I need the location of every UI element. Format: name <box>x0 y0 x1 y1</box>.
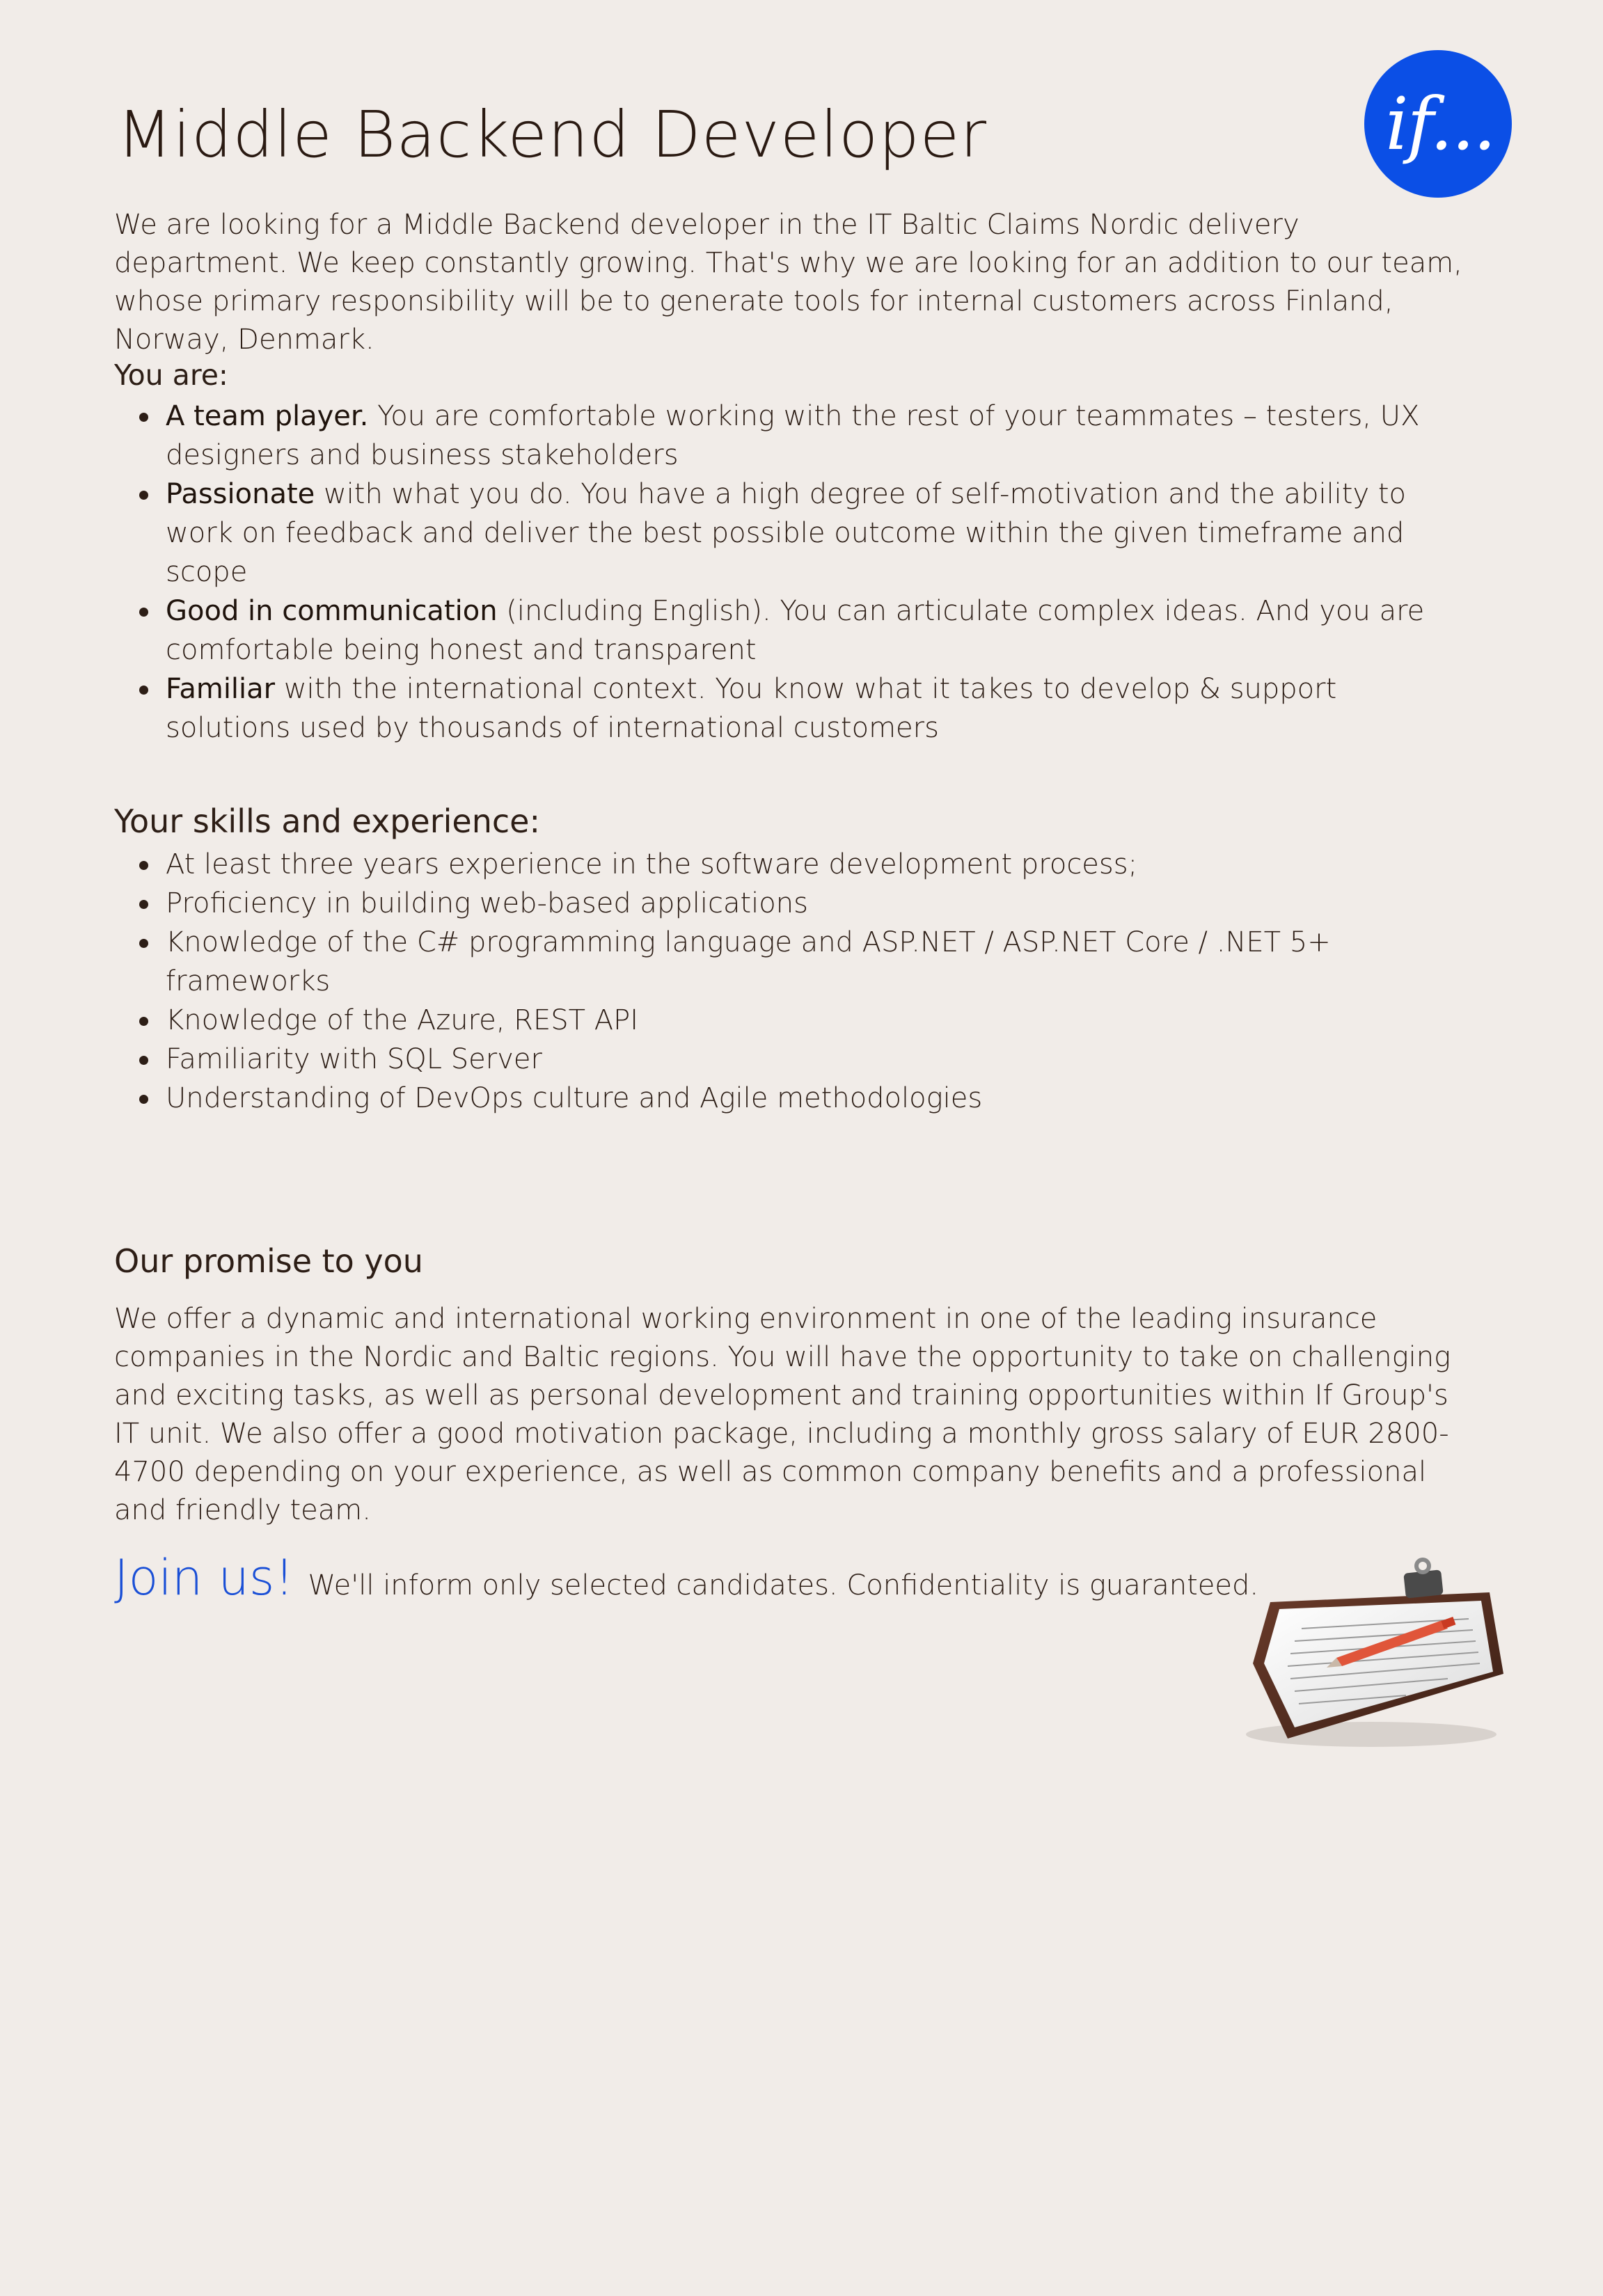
list-item <box>114 475 1437 592</box>
skill-text: Familiarity with SQL Server <box>166 1043 542 1075</box>
bullet-icon <box>139 900 148 909</box>
bullet-icon <box>139 686 148 695</box>
bullet-icon <box>139 1095 148 1104</box>
traits-list <box>114 397 1437 747</box>
trait-title: A team player. <box>166 400 369 432</box>
list-item <box>114 923 1437 1001</box>
list-item <box>114 397 1437 475</box>
you-are-label: You are: <box>114 358 228 392</box>
promise-paragraph: We offer a dynamic and international working environment in one of the leading insurance companies in the Nordic and Baltic regions. You will have the opportunity to take on challenging and exciting tasks, as well as personal development and training opportunities within If Group's IT unit. We also offer a good motivation package, including a monthly gross salary of EUR 2800-4700 depending on your experience, as well as common company benefits and a professional and friendly team. <box>114 1303 1451 1526</box>
trait-text: (including English). You can articulate complex ideas. And you are comfortable being honest and transparent <box>166 595 1425 666</box>
trait-title: Passionate <box>166 478 315 510</box>
skill-text: At least three years experience in the software development process; <box>166 848 1138 880</box>
list-item <box>114 592 1437 670</box>
trait-title: Good in communication <box>166 595 498 627</box>
promise-heading: Our promise to you <box>114 1242 423 1280</box>
skill-text: Proficiency in building web-based applications <box>166 887 808 919</box>
intro-paragraph: We are looking for a Middle Backend developer in the IT Baltic Claims Nordic delivery department. We keep constantly growing. That's why we are looking for an addition to our team, whose primary responsibility will be to generate tools for internal customers across Finland, Norway, Denmark. <box>114 209 1462 356</box>
bullet-icon <box>139 1017 148 1026</box>
confidentiality-note: We'll inform only selected candidates. Confidentiality is guaranteed. <box>308 1569 1259 1601</box>
bullet-icon <box>139 491 148 500</box>
skills-list <box>114 845 1437 1118</box>
join-us-text: Join us! <box>114 1549 294 1606</box>
list-item <box>114 884 1437 923</box>
bullet-icon <box>139 861 148 870</box>
list-item <box>114 1001 1437 1040</box>
list-item <box>114 845 1437 884</box>
trait-text: You are comfortable working with the rest of your teammates – testers, UX designers and business stakeholders <box>166 400 1420 471</box>
skills-heading: Your skills and experience: <box>114 802 540 840</box>
page-title: Middle Backend Developer <box>117 97 988 172</box>
bullet-icon <box>139 939 148 948</box>
skill-text: Knowledge of the Azure, REST API <box>166 1004 639 1036</box>
skill-text: Understanding of DevOps culture and Agile methodologies <box>166 1082 983 1114</box>
bullet-icon <box>139 608 148 617</box>
trait-text: with what you do. You have a high degree of self-motivation and the ability to work on feedback and deliver the best possible outcome within the given timeframe and scope <box>166 478 1407 588</box>
skill-text: Knowledge of the C# programming language and ASP.NET / ASP.NET Core / .NET 5+ frameworks <box>166 926 1331 997</box>
if-logo <box>1364 50 1512 198</box>
bullet-icon <box>139 1056 148 1065</box>
trait-title: Familiar <box>166 673 276 705</box>
trait-text: with the international context. You know what it takes to develop & support solutions used by thousands of international customers <box>166 673 1337 744</box>
list-item <box>114 1079 1437 1118</box>
clipboard-with-pen-icon <box>1197 1552 1517 1761</box>
call-to-action <box>114 1549 1258 1606</box>
list-item <box>114 670 1437 747</box>
logo-text: if... <box>1385 81 1495 166</box>
list-item <box>114 1040 1437 1079</box>
bullet-icon <box>139 413 148 422</box>
